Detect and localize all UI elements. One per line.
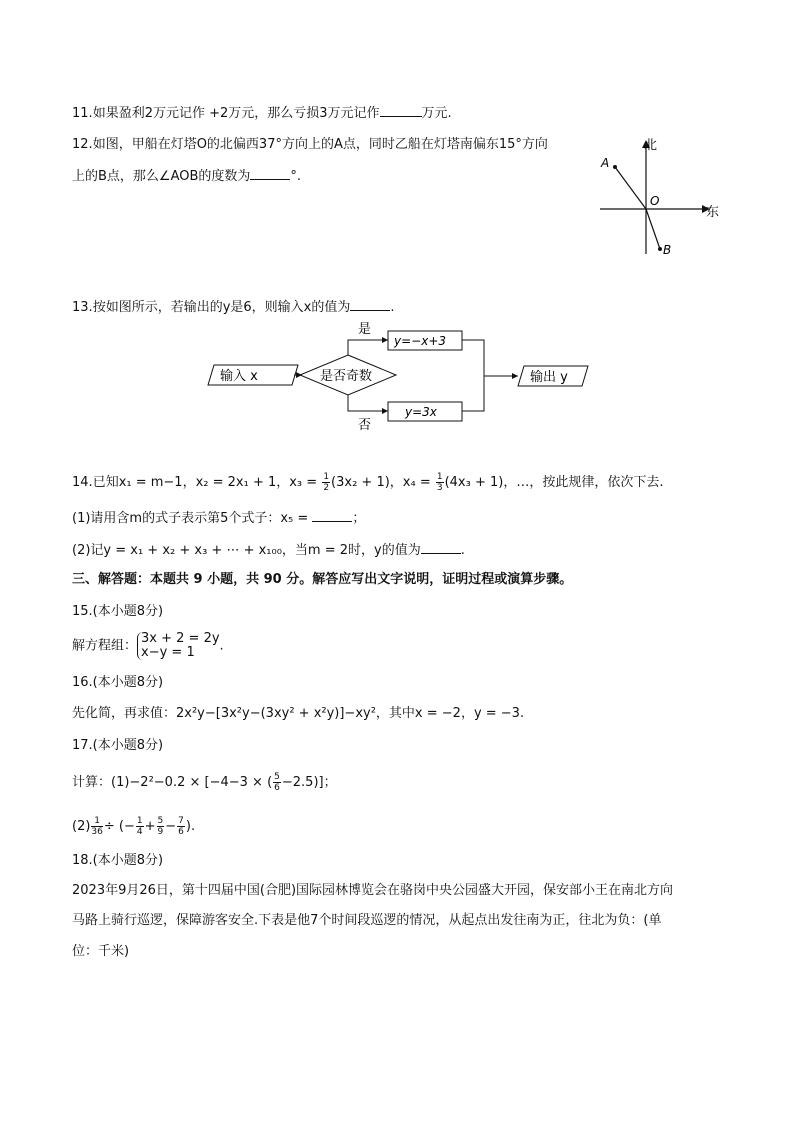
question-15-body: 解方程组： 3x + 2 = 2y x−y = 1 .: [72, 631, 224, 660]
question-18-head: 18.(本小题8分): [72, 853, 164, 868]
input-label: 输入 x: [220, 369, 258, 384]
fraction: $\frac{5}{6}$: [274, 772, 280, 793]
north-label: 北: [644, 138, 658, 153]
no-formula: y=3x: [405, 405, 437, 419]
merge-line: [462, 340, 484, 411]
answer-blank: [380, 103, 422, 117]
yes-label: 是: [358, 322, 372, 337]
fraction: $\frac{1}{4}$: [136, 816, 143, 837]
point-a-dot: [613, 165, 617, 169]
point-a-label: A: [601, 156, 610, 170]
question-17-part2: (2) $\frac{1}{36}$ ÷ (− $\frac{1}{4}$ + $\frac{5}{9}$ − $\frac{7}{6}$ ).: [72, 816, 196, 837]
answer-blank: [350, 297, 390, 311]
fraction: $\frac{1}{2}$: [323, 472, 330, 493]
question-16-head: 16.(本小题8分): [72, 675, 164, 690]
fraction: $\frac{5}{9}$: [157, 816, 164, 837]
question-18-line3: 位：千米): [72, 944, 130, 959]
point-o-label: O: [650, 194, 660, 208]
fraction: $\frac{1}{3}$: [436, 472, 443, 493]
question-14-part1: (1)请用含m的式子表示第5个式子：x₅ = ；: [72, 508, 365, 528]
fraction: $\frac{7}{6}$: [178, 816, 184, 837]
equation-system: 3x + 2 = 2y x−y = 1: [137, 632, 220, 660]
question-18-line2: 马路上骑行巡逻，保障游客安全.下表是他7个时间段巡逻的情况，从起点出发往南为正，往北为负：(单: [72, 913, 662, 928]
ray-oa: [615, 167, 646, 209]
question-17-part1: 计算：(1)−2²−0.2 × [−4−3 × ( $\frac{5}{6}$ −2.5)]；: [72, 772, 337, 793]
decision-label: 是否奇数: [320, 369, 373, 384]
answer-blank: [250, 166, 290, 180]
question-14-part2: (2)记y = x₁ + x₂ + x₃ + ⋯ + x₁₀₀，当m = 2时，y的值为 .: [72, 540, 465, 560]
section-3-heading: 三、解答题：本题共 9 小题，共 90 分。解答应写出文字说明，证明过程或演算步骤。: [72, 572, 573, 587]
arrow-head-icon: [382, 408, 388, 414]
point-b-dot: [658, 247, 662, 251]
point-b-label: B: [663, 243, 672, 257]
yes-formula: y=−x+3: [394, 334, 447, 348]
question-14-intro: 14.已知x₁ = m−1，x₂ = 2x₁ + 1，x₃ = $\frac{1}{2}$ (3x₂ + 1)，x₄ = $\frac{1}{3}$ (4x₃ + 1)，…，按此规律，依次下去.: [72, 472, 664, 493]
compass-diagram: [590, 132, 730, 262]
question-18-line1: 2023年9月26日，第十四届中国(合肥)国际园林博览会在骆岗中央公园盛大开园，保安部小王在南北方向: [72, 883, 674, 898]
question-16-body: 先化简，再求值：2x²y−[3x²y−(3xy² + x²y)]−xy²，其中x = −2，y = −3.: [72, 706, 525, 721]
ray-ob: [646, 209, 660, 249]
question-11: 11.如果盈利2万元记作 +2万元，那么亏损3万元记作 万元.: [72, 103, 452, 123]
answer-blank: [421, 540, 461, 554]
east-label: 东: [706, 205, 720, 220]
question-17-head: 17.(本小题8分): [72, 738, 164, 753]
output-label: 输出 y: [530, 370, 568, 385]
question-12-line1: 12.如图，甲船在灯塔O的北偏西37°方向上的A点，同时乙船在灯塔南偏东15°方向: [72, 137, 548, 152]
answer-blank: [312, 508, 352, 522]
question-12-line2: 上的B点，那么∠AOB的度数为 °.: [72, 166, 301, 186]
question-15-head: 15.(本小题8分): [72, 604, 164, 619]
fraction: $\frac{1}{36}$: [91, 816, 103, 837]
arrow-head-icon: [382, 337, 388, 343]
flowchart: [200, 320, 600, 435]
no-label: 否: [358, 418, 372, 433]
question-13: 13.按如图所示，若输出的y是6，则输入x的值为 .: [72, 297, 395, 317]
arrow-head-icon: [512, 373, 518, 379]
